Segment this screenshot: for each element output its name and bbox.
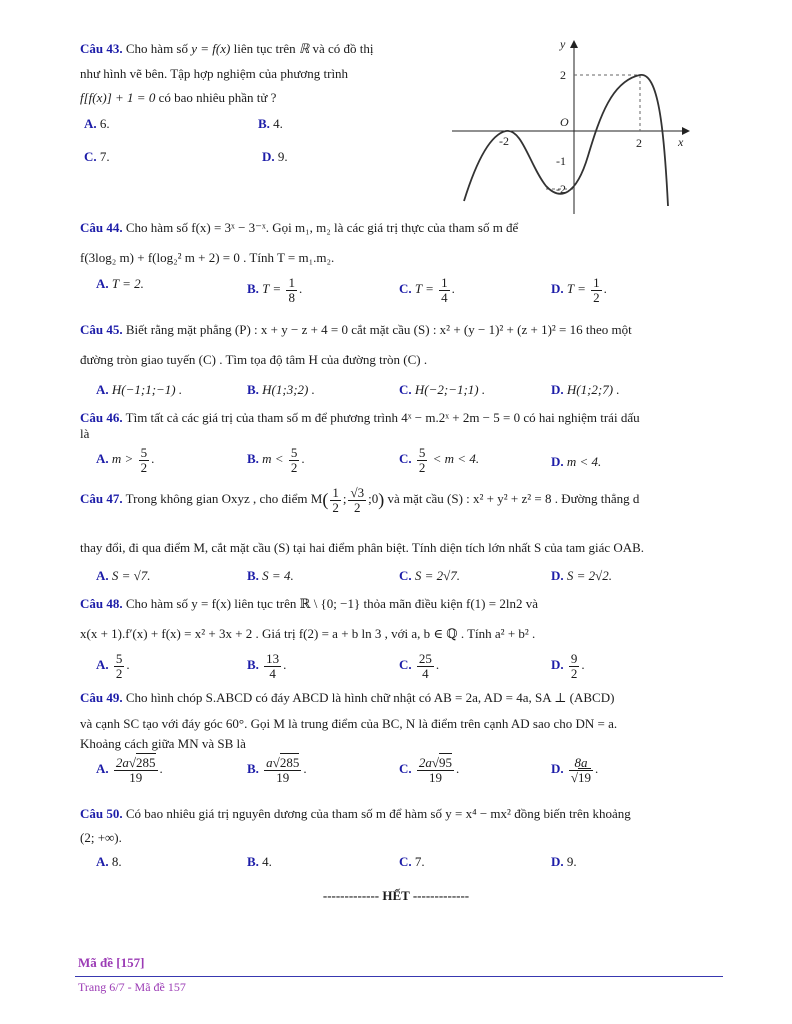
q48-line1: Câu 48. Cho hàm số y = f(x) liên tục trên ℝ \ {0; −1} thỏa mãn điều kiện f(1) = 2ln2 và: [80, 596, 538, 611]
function-graph: [450, 36, 700, 218]
q43-option-c[interactable]: C. 7.: [84, 149, 110, 164]
q43-line3: f[f(x)] + 1 = 0 có bao nhiêu phần tử ?: [80, 90, 277, 105]
q50-option-b[interactable]: B. 4.: [247, 854, 272, 869]
q50-line2: (2; +∞).: [80, 830, 122, 845]
q49-label: Câu 49.: [80, 690, 123, 705]
tick-y-minus1: -1: [556, 154, 566, 168]
q47-option-a[interactable]: A. S = √7.: [96, 568, 151, 583]
q46-option-a[interactable]: A. m > $\frac{5}{2}$ .: [96, 445, 155, 475]
q48-option-c[interactable]: C. $\frac{25}{4}$ .: [399, 651, 440, 681]
q43-label: Câu 43.: [80, 41, 123, 56]
q48-line2: x(x + 1).f′(x) + f(x) = x² + 3x + 2 . Giá trị f(2) = a + b ln 3 , với a, b ∈ ℚ . Tính a² + b² .: [80, 626, 536, 641]
q47-line1: Câu 47. Trong không gian Oxyz , cho điểm M( $\frac{1}{2}$ ; $\frac{√3}{2}$ ;0) và mặt cầu (S) : x² + y² + z² = 8 . Đường thẳng d: [80, 485, 640, 515]
origin-label: O: [560, 115, 569, 129]
q44-line2: f(3log₂ m) + f(log₂² m + 2) = 0 . Tính T = m₁.m₂.: [80, 250, 335, 265]
q48-option-a[interactable]: A. $\frac{5}{2}$ .: [96, 651, 130, 681]
q47-option-b[interactable]: B. S = 4.: [247, 568, 294, 583]
y-axis-label: y: [560, 37, 566, 51]
q43-option-b[interactable]: B. 4.: [258, 116, 283, 131]
q49-line3: Khoảng cách giữa MN và SB là: [80, 736, 246, 751]
footer-page-number: Trang 6/7 - Mã đề 157: [78, 980, 186, 994]
tick-x-minus2: -2: [499, 134, 509, 148]
q47-option-c[interactable]: C. S = 2√7.: [399, 568, 461, 583]
end-marker: ------------- HẾT -------------: [322, 888, 470, 903]
q46-option-b[interactable]: B. m < $\frac{5}{2}$ .: [247, 445, 305, 475]
q45-option-a[interactable]: A. H(−1;1;−1) .: [96, 382, 183, 397]
q45-option-c[interactable]: C. H(−2;−1;1) .: [399, 382, 486, 397]
q47-label: Câu 47.: [80, 491, 123, 507]
q48-option-d[interactable]: D. $\frac{9}{2}$ .: [551, 651, 585, 681]
q50-option-c[interactable]: C. 7.: [399, 854, 425, 869]
q43-option-a[interactable]: A. 6.: [84, 116, 110, 131]
q45-line2: đường tròn giao tuyến (C) . Tìm tọa độ tâm H của đường tròn (C) .: [80, 352, 428, 367]
q50-label: Câu 50.: [80, 806, 123, 821]
q44-option-b[interactable]: B. T = $\frac{1}{8}$ .: [247, 275, 303, 305]
q50-option-d[interactable]: D. 9.: [551, 854, 577, 869]
q43-line1: Câu 43. Cho hàm số y = f(x) liên tục trên ℝ và có đồ thị: [80, 41, 374, 56]
q44-line1: Câu 44. Cho hàm số f(x) = 3ˣ − 3⁻ˣ. Gọi m₁, m₂ là các giá trị thực của tham số m để: [80, 220, 519, 235]
q46-label: Câu 46.: [80, 410, 123, 425]
q45-line1: Câu 45. Biết rằng mặt phẳng (P) : x + y − z + 4 = 0 cắt mặt cầu (S) : x² + (y − 1)² + (z + 1)² = 16 theo một: [80, 322, 632, 337]
q45-label: Câu 45.: [80, 322, 123, 337]
tick-x-2: 2: [636, 136, 642, 150]
footer-divider: [75, 976, 723, 977]
q50-option-a[interactable]: A. 8.: [96, 854, 122, 869]
q49-option-a[interactable]: A. $\frac{2a√285}{19}$ .: [96, 755, 163, 785]
q49-option-b[interactable]: B. $\frac{a√285}{19}$ .: [247, 755, 307, 785]
q47-option-d[interactable]: D. S = 2√2.: [551, 568, 613, 583]
q46-line2: là: [80, 426, 90, 441]
footer-exam-code: Mã đề [157]: [78, 955, 145, 970]
q49-option-c[interactable]: C. $\frac{2a√95}{19}$ .: [399, 755, 460, 785]
q43-line2: như hình vẽ bên. Tập hợp nghiệm của phương trình: [80, 66, 349, 81]
q43-option-d[interactable]: D. 9.: [262, 149, 288, 164]
q44-option-c[interactable]: C. T = $\frac{1}{4}$ .: [399, 275, 455, 305]
q44-label: Câu 44.: [80, 220, 123, 235]
q45-option-d[interactable]: D. H(1;2;7) .: [551, 382, 620, 397]
q48-label: Câu 48.: [80, 596, 123, 611]
q50-line1: Câu 50. Có bao nhiêu giá trị nguyên dương của tham số m để hàm số y = x⁴ − mx² đồng biến trên khoảng: [80, 806, 631, 821]
q46-line1: Câu 46. Tìm tất cả các giá trị của tham số m để phương trình 4ˣ − m.2ˣ + 2m − 5 = 0 có hai nghiệm trái dấu: [80, 410, 640, 425]
q48-option-b[interactable]: B. $\frac{13}{4}$ .: [247, 651, 287, 681]
q45-option-b[interactable]: B. H(1;3;2) .: [247, 382, 315, 397]
q47-line2: thay đổi, đi qua điểm M, cắt mặt cầu (S) tại hai điểm phân biệt. Tính diện tích lớn nhất S của tam giác OAB.: [80, 540, 645, 555]
q46-option-c[interactable]: C. $\frac{5}{2}$ < m < 4.: [399, 445, 480, 475]
q49-line2: và cạnh SC tạo với đáy góc 60°. Gọi M là trung điểm của BC, N là điểm trên cạnh AD sao cho DN = a.: [80, 716, 618, 731]
tick-y-minus2: -2: [556, 182, 566, 196]
tick-y-2: 2: [560, 68, 566, 82]
q44-option-d[interactable]: D. T = $\frac{1}{2}$ .: [551, 275, 607, 305]
x-axis-label: x: [678, 135, 684, 149]
q49-line1: Câu 49. Cho hình chóp S.ABCD có đáy ABCD là hình chữ nhật có AB = 2a, AD = 4a, SA ⊥ (ABCD): [80, 690, 615, 705]
q44-option-a[interactable]: A. T = 2.: [96, 276, 144, 291]
q46-option-d[interactable]: D. m < 4.: [551, 454, 602, 469]
q49-option-d[interactable]: D. $\frac{8a}{√19}$ .: [551, 755, 599, 785]
